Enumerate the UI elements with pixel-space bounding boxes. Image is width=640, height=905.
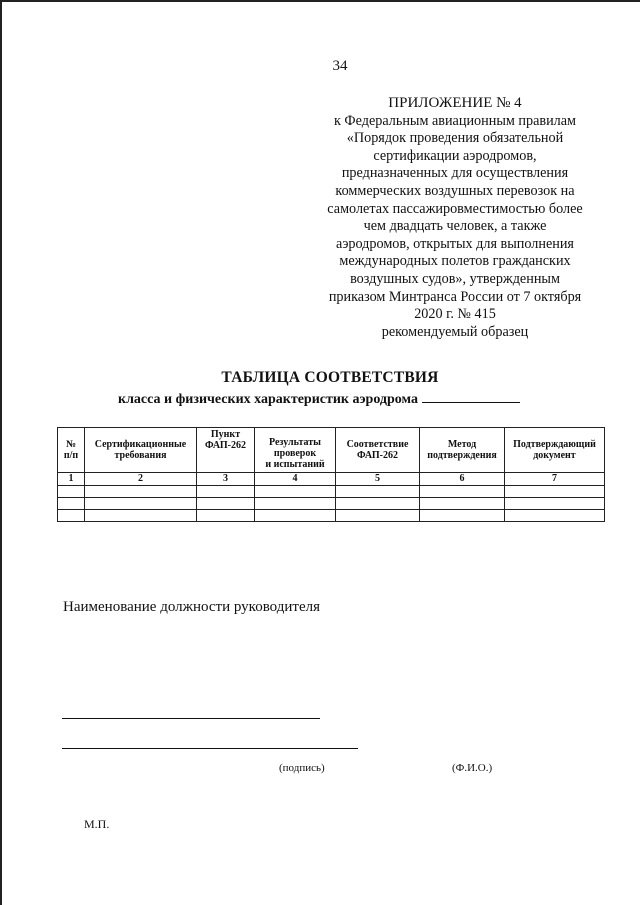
appendix-sample-note: рекомендуемый образец	[381, 323, 529, 340]
table-cell	[336, 510, 420, 522]
signature-caption: (подпись)	[279, 762, 325, 774]
column-number: 4	[255, 473, 336, 486]
header-cell: Подтверждающий документ	[505, 428, 605, 473]
column-number: 5	[336, 473, 420, 486]
table-header-row	[58, 428, 605, 473]
table-cell	[85, 486, 197, 498]
header-cell: Сертификационные требования	[85, 428, 197, 473]
appendix-line: сертификации аэродромов,	[373, 147, 537, 164]
table-cell	[197, 486, 255, 498]
table-cell	[505, 498, 605, 510]
scan-border-left	[0, 0, 2, 905]
appendix-block	[320, 95, 590, 341]
table-cell	[58, 486, 85, 498]
header-cell: Пункт ФАП-262	[197, 428, 255, 473]
appendix-line: чем двадцать человек, а также	[363, 218, 547, 235]
header-cell: Соответствие ФАП-262	[336, 428, 420, 473]
column-number: 1	[58, 473, 85, 486]
table-cell	[255, 498, 336, 510]
appendix-line: коммерческих воздушных перевозок на	[335, 182, 575, 199]
header-cell: Результаты проверок и испытаний	[255, 428, 336, 473]
header-cell: № п/п	[58, 428, 85, 473]
appendix-line: к Федеральным авиационным правилам	[333, 112, 577, 129]
table-row	[58, 510, 605, 522]
table-cell	[420, 486, 505, 498]
appendix-line: приказом Минтранса России от 7 октября	[328, 288, 582, 305]
column-number-row	[58, 473, 605, 486]
compliance-table	[57, 427, 605, 522]
appendix-line: 2020 г. № 415	[414, 306, 496, 323]
appendix-line: самолетах пассажировместимостью более	[327, 200, 583, 217]
column-number: 7	[505, 473, 605, 486]
table-cell	[197, 510, 255, 522]
appendix-line: воздушных судов», утвержденным	[350, 270, 560, 287]
table-cell	[58, 498, 85, 510]
header-cell: Метод подтверждения	[420, 428, 505, 473]
column-number: 2	[85, 473, 197, 486]
table-cell	[505, 510, 605, 522]
table-cell	[336, 498, 420, 510]
signature-line	[62, 748, 358, 749]
name-caption: (Ф.И.О.)	[452, 762, 493, 774]
position-line	[62, 718, 320, 719]
table-cell	[420, 498, 505, 510]
position-label: Наименование должности руководителя	[63, 599, 321, 615]
document-title: ТАБЛИЦА СООТВЕТСТВИЯ	[221, 369, 439, 386]
appendix-line: аэродромов, открытых для выполнения	[336, 235, 574, 252]
document-subtitle	[118, 389, 520, 408]
table-cell	[85, 510, 197, 522]
appendix-heading: ПРИЛОЖЕНИЕ № 4	[388, 95, 522, 111]
scan-border-top	[0, 0, 640, 2]
appendix-line: предназначенных для осуществления	[341, 165, 569, 182]
table-cell	[505, 486, 605, 498]
table-cell	[420, 510, 505, 522]
column-number: 6	[420, 473, 505, 486]
table-cell	[255, 510, 336, 522]
table-cell	[197, 498, 255, 510]
subtitle-text: класса и физических характеристик аэродрома	[118, 392, 418, 407]
table-cell	[255, 486, 336, 498]
table-cell	[336, 486, 420, 498]
aerodrome-name-blank	[422, 389, 520, 403]
appendix-line: международных полетов гражданских	[339, 253, 571, 270]
table-row	[58, 486, 605, 498]
table-cell	[58, 510, 85, 522]
page-number: 34	[332, 58, 348, 74]
table-cell	[85, 498, 197, 510]
appendix-line: «Порядок проведения обязательной	[346, 130, 564, 147]
table-row	[58, 498, 605, 510]
column-number: 3	[197, 473, 255, 486]
stamp-label: М.П.	[84, 817, 110, 831]
